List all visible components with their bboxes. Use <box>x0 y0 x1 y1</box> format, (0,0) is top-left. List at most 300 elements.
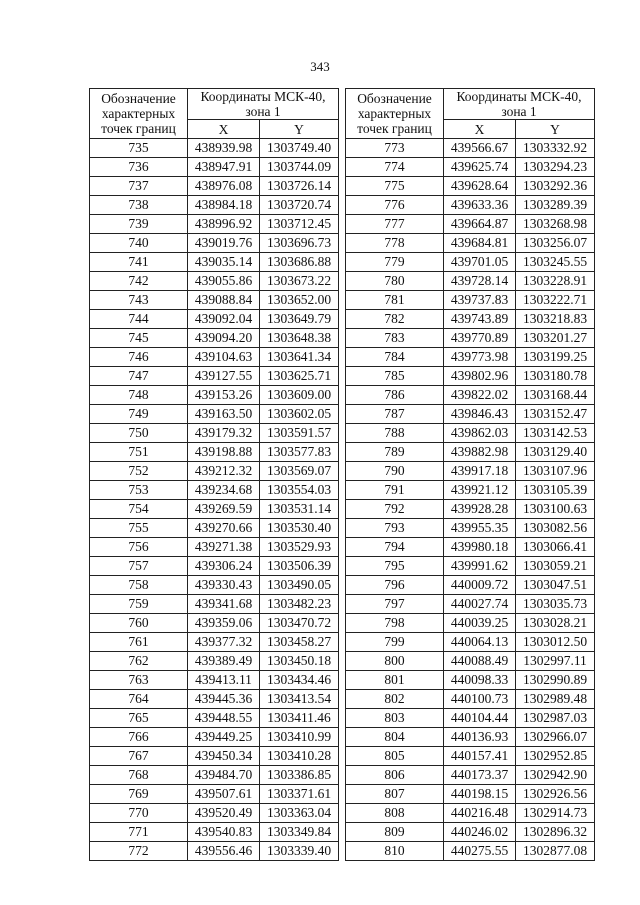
table-row <box>90 690 339 709</box>
point-id-cell: 791 <box>346 481 444 500</box>
point-id-cell: 739 <box>90 215 188 234</box>
table-row <box>90 272 339 291</box>
x-coordinate-cell: 439448.55 <box>188 709 260 728</box>
point-id-cell: 786 <box>346 386 444 405</box>
y-coordinate-cell: 1303012.50 <box>516 633 595 652</box>
x-coordinate-cell: 439921.12 <box>444 481 516 500</box>
y-coordinate-cell: 1303129.40 <box>516 443 595 462</box>
x-coordinate-cell: 440009.72 <box>444 576 516 595</box>
table-row <box>346 462 595 481</box>
table-row <box>346 158 595 177</box>
x-coordinate-cell: 439928.28 <box>444 500 516 519</box>
table-row <box>90 747 339 766</box>
x-coordinate-cell: 439234.68 <box>188 481 260 500</box>
x-header: X <box>444 120 516 139</box>
point-id-cell: 756 <box>90 538 188 557</box>
table-row <box>90 595 339 614</box>
x-coordinate-cell: 440246.02 <box>444 823 516 842</box>
y-coordinate-cell: 1302966.07 <box>516 728 595 747</box>
x-coordinate-cell: 440039.25 <box>444 614 516 633</box>
table-row <box>346 196 595 215</box>
coordinates-table-right <box>345 88 595 861</box>
point-id-cell: 781 <box>346 291 444 310</box>
point-id-cell: 798 <box>346 614 444 633</box>
y-coordinate-cell: 1302942.90 <box>516 766 595 785</box>
point-id-cell: 765 <box>90 709 188 728</box>
point-id-cell: 745 <box>90 329 188 348</box>
y-coordinate-cell: 1303100.63 <box>516 500 595 519</box>
x-coordinate-cell: 439163.50 <box>188 405 260 424</box>
table-row <box>90 823 339 842</box>
table-row <box>346 785 595 804</box>
y-coordinate-cell: 1303292.36 <box>516 177 595 196</box>
x-coordinate-cell: 439728.14 <box>444 272 516 291</box>
x-coordinate-cell: 439377.32 <box>188 633 260 652</box>
y-header: Y <box>516 120 595 139</box>
x-coordinate-cell: 440157.41 <box>444 747 516 766</box>
point-id-cell: 743 <box>90 291 188 310</box>
y-coordinate-cell: 1303434.46 <box>260 671 339 690</box>
x-coordinate-cell: 440104.44 <box>444 709 516 728</box>
y-coordinate-cell: 1303591.57 <box>260 424 339 443</box>
y-coordinate-cell: 1303410.28 <box>260 747 339 766</box>
designation-header-line-3: точек границ <box>101 121 176 136</box>
table-row <box>90 253 339 272</box>
table-row <box>346 177 595 196</box>
table-row <box>90 329 339 348</box>
table-row <box>346 405 595 424</box>
x-coordinate-cell: 439862.03 <box>444 424 516 443</box>
table-row <box>346 728 595 747</box>
point-id-cell: 762 <box>90 652 188 671</box>
point-id-cell: 755 <box>90 519 188 538</box>
point-id-cell: 769 <box>90 785 188 804</box>
x-coordinate-cell: 439802.96 <box>444 367 516 386</box>
table-row <box>90 804 339 823</box>
point-id-cell: 744 <box>90 310 188 329</box>
point-id-cell: 746 <box>90 348 188 367</box>
x-coordinate-cell: 439092.04 <box>188 310 260 329</box>
point-id-cell: 778 <box>346 234 444 253</box>
x-coordinate-cell: 439773.98 <box>444 348 516 367</box>
y-coordinate-cell: 1303470.72 <box>260 614 339 633</box>
table-row <box>346 709 595 728</box>
y-coordinate-cell: 1303201.27 <box>516 329 595 348</box>
y-coordinate-cell: 1303245.55 <box>516 253 595 272</box>
point-id-cell: 753 <box>90 481 188 500</box>
x-coordinate-cell: 438939.98 <box>188 139 260 158</box>
coordinates-header-line-2: зона 1 <box>245 104 281 119</box>
y-coordinate-cell: 1303531.14 <box>260 500 339 519</box>
y-coordinate-cell: 1303625.71 <box>260 367 339 386</box>
point-id-cell: 806 <box>346 766 444 785</box>
y-coordinate-cell: 1302926.56 <box>516 785 595 804</box>
x-coordinate-cell: 439198.88 <box>188 443 260 462</box>
x-coordinate-cell: 440088.49 <box>444 652 516 671</box>
x-coordinate-cell: 439094.20 <box>188 329 260 348</box>
designation-header-line-2: характерных <box>357 106 432 121</box>
table-row <box>346 253 595 272</box>
point-id-cell: 810 <box>346 842 444 861</box>
y-coordinate-cell: 1303199.25 <box>516 348 595 367</box>
point-id-cell: 808 <box>346 804 444 823</box>
y-coordinate-cell: 1303649.79 <box>260 310 339 329</box>
x-coordinate-cell: 439520.49 <box>188 804 260 823</box>
table-row <box>346 557 595 576</box>
point-id-cell: 741 <box>90 253 188 272</box>
point-id-cell: 796 <box>346 576 444 595</box>
y-coordinate-cell: 1303673.22 <box>260 272 339 291</box>
point-id-cell: 757 <box>90 557 188 576</box>
x-coordinate-cell: 440216.48 <box>444 804 516 823</box>
point-id-cell: 787 <box>346 405 444 424</box>
designation-header <box>90 89 188 139</box>
point-id-cell: 760 <box>90 614 188 633</box>
point-id-cell: 767 <box>90 747 188 766</box>
table-row <box>90 424 339 443</box>
x-coordinate-cell: 439737.83 <box>444 291 516 310</box>
y-coordinate-cell: 1303294.23 <box>516 158 595 177</box>
y-coordinate-cell: 1302989.48 <box>516 690 595 709</box>
y-coordinate-cell: 1303222.71 <box>516 291 595 310</box>
table-row <box>90 177 339 196</box>
y-coordinate-cell: 1303450.18 <box>260 652 339 671</box>
point-id-cell: 775 <box>346 177 444 196</box>
point-id-cell: 768 <box>90 766 188 785</box>
y-coordinate-cell: 1303726.14 <box>260 177 339 196</box>
point-id-cell: 777 <box>346 215 444 234</box>
x-coordinate-cell: 439701.05 <box>444 253 516 272</box>
y-coordinate-cell: 1303142.53 <box>516 424 595 443</box>
x-coordinate-cell: 439664.87 <box>444 215 516 234</box>
coordinates-header-line-1: Координаты МСК-40, <box>200 89 326 104</box>
point-id-cell: 754 <box>90 500 188 519</box>
point-id-cell: 742 <box>90 272 188 291</box>
table-row <box>346 690 595 709</box>
y-coordinate-cell: 1303256.07 <box>516 234 595 253</box>
x-header: X <box>188 120 260 139</box>
x-coordinate-cell: 439270.66 <box>188 519 260 538</box>
point-id-cell: 807 <box>346 785 444 804</box>
y-coordinate-cell: 1303107.96 <box>516 462 595 481</box>
x-coordinate-cell: 439540.83 <box>188 823 260 842</box>
y-coordinate-cell: 1303386.85 <box>260 766 339 785</box>
x-coordinate-cell: 440064.13 <box>444 633 516 652</box>
x-coordinate-cell: 438984.18 <box>188 196 260 215</box>
table-row <box>90 234 339 253</box>
table-row <box>90 367 339 386</box>
table-row <box>90 348 339 367</box>
y-coordinate-cell: 1303035.73 <box>516 595 595 614</box>
table-row <box>346 310 595 329</box>
y-coordinate-cell: 1303577.83 <box>260 443 339 462</box>
point-id-cell: 773 <box>346 139 444 158</box>
table-row <box>90 310 339 329</box>
x-coordinate-cell: 439269.59 <box>188 500 260 519</box>
point-id-cell: 763 <box>90 671 188 690</box>
x-coordinate-cell: 439127.55 <box>188 367 260 386</box>
designation-header-line-1: Обозначение <box>101 91 176 106</box>
table-row <box>346 291 595 310</box>
y-coordinate-cell: 1303696.73 <box>260 234 339 253</box>
table-row <box>90 481 339 500</box>
page-number: 343 <box>310 59 330 74</box>
x-coordinate-cell: 439035.14 <box>188 253 260 272</box>
x-coordinate-cell: 439019.76 <box>188 234 260 253</box>
table-row <box>90 139 339 158</box>
point-id-cell: 784 <box>346 348 444 367</box>
y-coordinate-cell: 1303268.98 <box>516 215 595 234</box>
table-row <box>90 557 339 576</box>
x-coordinate-cell: 440027.74 <box>444 595 516 614</box>
x-coordinate-cell: 439306.24 <box>188 557 260 576</box>
table-row <box>346 766 595 785</box>
point-id-cell: 802 <box>346 690 444 709</box>
point-id-cell: 770 <box>90 804 188 823</box>
y-header: Y <box>260 120 339 139</box>
table-row <box>90 405 339 424</box>
point-id-cell: 764 <box>90 690 188 709</box>
point-id-cell: 789 <box>346 443 444 462</box>
point-id-cell: 794 <box>346 538 444 557</box>
point-id-cell: 782 <box>346 310 444 329</box>
point-id-cell: 737 <box>90 177 188 196</box>
x-coordinate-cell: 439684.81 <box>444 234 516 253</box>
table-row <box>90 196 339 215</box>
y-coordinate-cell: 1303602.05 <box>260 405 339 424</box>
point-id-cell: 788 <box>346 424 444 443</box>
table-row <box>346 329 595 348</box>
y-coordinate-cell: 1302877.08 <box>516 842 595 861</box>
table-row <box>346 234 595 253</box>
table-row <box>346 481 595 500</box>
x-coordinate-cell: 438976.08 <box>188 177 260 196</box>
y-coordinate-cell: 1303180.78 <box>516 367 595 386</box>
x-coordinate-cell: 440173.37 <box>444 766 516 785</box>
y-coordinate-cell: 1303652.00 <box>260 291 339 310</box>
y-coordinate-cell: 1303410.99 <box>260 728 339 747</box>
point-id-cell: 758 <box>90 576 188 595</box>
point-id-cell: 799 <box>346 633 444 652</box>
y-coordinate-cell: 1303749.40 <box>260 139 339 158</box>
y-coordinate-cell: 1303228.91 <box>516 272 595 291</box>
x-coordinate-cell: 439330.43 <box>188 576 260 595</box>
x-coordinate-cell: 439389.49 <box>188 652 260 671</box>
table-row <box>346 633 595 652</box>
point-id-cell: 761 <box>90 633 188 652</box>
point-id-cell: 776 <box>346 196 444 215</box>
x-coordinate-cell: 439450.34 <box>188 747 260 766</box>
point-id-cell: 804 <box>346 728 444 747</box>
x-coordinate-cell: 439153.26 <box>188 386 260 405</box>
x-coordinate-cell: 439846.43 <box>444 405 516 424</box>
y-coordinate-cell: 1303105.39 <box>516 481 595 500</box>
y-coordinate-cell: 1302987.03 <box>516 709 595 728</box>
point-id-cell: 779 <box>346 253 444 272</box>
x-coordinate-cell: 439822.02 <box>444 386 516 405</box>
x-coordinate-cell: 439566.67 <box>444 139 516 158</box>
table-row <box>346 443 595 462</box>
y-coordinate-cell: 1303458.27 <box>260 633 339 652</box>
designation-header-line-2: характерных <box>101 106 176 121</box>
table-row <box>90 671 339 690</box>
x-coordinate-cell: 439179.32 <box>188 424 260 443</box>
x-coordinate-cell: 439633.36 <box>444 196 516 215</box>
table-row <box>346 538 595 557</box>
point-id-cell: 751 <box>90 443 188 462</box>
y-coordinate-cell: 1303530.40 <box>260 519 339 538</box>
y-coordinate-cell: 1303028.21 <box>516 614 595 633</box>
table-row <box>90 766 339 785</box>
y-coordinate-cell: 1303218.83 <box>516 310 595 329</box>
x-coordinate-cell: 440098.33 <box>444 671 516 690</box>
point-id-cell: 783 <box>346 329 444 348</box>
y-coordinate-cell: 1303363.04 <box>260 804 339 823</box>
y-coordinate-cell: 1303648.38 <box>260 329 339 348</box>
x-coordinate-cell: 439484.70 <box>188 766 260 785</box>
table-row <box>346 671 595 690</box>
table-row <box>90 519 339 538</box>
x-coordinate-cell: 439743.89 <box>444 310 516 329</box>
y-coordinate-cell: 1303168.44 <box>516 386 595 405</box>
x-coordinate-cell: 440275.55 <box>444 842 516 861</box>
point-id-cell: 797 <box>346 595 444 614</box>
x-coordinate-cell: 439507.61 <box>188 785 260 804</box>
x-coordinate-cell: 439088.84 <box>188 291 260 310</box>
coordinates-header-line-2: зона 1 <box>501 104 537 119</box>
x-coordinate-cell: 438996.92 <box>188 215 260 234</box>
y-coordinate-cell: 1302997.11 <box>516 652 595 671</box>
table-row <box>90 633 339 652</box>
table-row <box>346 367 595 386</box>
coordinates-table-left <box>89 88 339 861</box>
table-row <box>346 804 595 823</box>
point-id-cell: 795 <box>346 557 444 576</box>
table-row <box>90 538 339 557</box>
x-coordinate-cell: 439271.38 <box>188 538 260 557</box>
y-coordinate-cell: 1303059.21 <box>516 557 595 576</box>
point-id-cell: 800 <box>346 652 444 671</box>
point-id-cell: 749 <box>90 405 188 424</box>
designation-header-line-3: точек границ <box>357 121 432 136</box>
y-coordinate-cell: 1302990.89 <box>516 671 595 690</box>
point-id-cell: 803 <box>346 709 444 728</box>
x-coordinate-cell: 440136.93 <box>444 728 516 747</box>
table-row <box>90 842 339 861</box>
y-coordinate-cell: 1303289.39 <box>516 196 595 215</box>
y-coordinate-cell: 1303066.41 <box>516 538 595 557</box>
y-coordinate-cell: 1302952.85 <box>516 747 595 766</box>
table-row <box>346 519 595 538</box>
table-row <box>90 652 339 671</box>
point-id-cell: 772 <box>90 842 188 861</box>
table-row <box>90 215 339 234</box>
table-row <box>90 614 339 633</box>
point-id-cell: 792 <box>346 500 444 519</box>
point-id-cell: 740 <box>90 234 188 253</box>
point-id-cell: 759 <box>90 595 188 614</box>
y-coordinate-cell: 1303744.09 <box>260 158 339 177</box>
x-coordinate-cell: 439770.89 <box>444 329 516 348</box>
table-row <box>346 595 595 614</box>
y-coordinate-cell: 1303686.88 <box>260 253 339 272</box>
point-id-cell: 738 <box>90 196 188 215</box>
point-id-cell: 748 <box>90 386 188 405</box>
y-coordinate-cell: 1303609.00 <box>260 386 339 405</box>
table-row <box>90 709 339 728</box>
x-coordinate-cell: 438947.91 <box>188 158 260 177</box>
point-id-cell: 790 <box>346 462 444 481</box>
y-coordinate-cell: 1303082.56 <box>516 519 595 538</box>
x-coordinate-cell: 439882.98 <box>444 443 516 462</box>
point-id-cell: 809 <box>346 823 444 842</box>
y-coordinate-cell: 1303554.03 <box>260 481 339 500</box>
x-coordinate-cell: 439980.18 <box>444 538 516 557</box>
table-row <box>90 158 339 177</box>
y-coordinate-cell: 1303569.07 <box>260 462 339 481</box>
y-coordinate-cell: 1303720.74 <box>260 196 339 215</box>
point-id-cell: 780 <box>346 272 444 291</box>
designation-header-line-1: Обозначение <box>357 91 432 106</box>
table-row <box>346 614 595 633</box>
table-row <box>90 500 339 519</box>
x-coordinate-cell: 439556.46 <box>188 842 260 861</box>
y-coordinate-cell: 1303413.54 <box>260 690 339 709</box>
y-coordinate-cell: 1303529.93 <box>260 538 339 557</box>
table-row <box>346 272 595 291</box>
point-id-cell: 735 <box>90 139 188 158</box>
y-coordinate-cell: 1303490.05 <box>260 576 339 595</box>
point-id-cell: 801 <box>346 671 444 690</box>
x-coordinate-cell: 440100.73 <box>444 690 516 709</box>
designation-header <box>346 89 444 139</box>
table-row <box>90 462 339 481</box>
point-id-cell: 774 <box>346 158 444 177</box>
y-coordinate-cell: 1303712.45 <box>260 215 339 234</box>
x-coordinate-cell: 439445.36 <box>188 690 260 709</box>
y-coordinate-cell: 1303411.46 <box>260 709 339 728</box>
x-coordinate-cell: 439449.25 <box>188 728 260 747</box>
y-coordinate-cell: 1303152.47 <box>516 405 595 424</box>
table-row <box>90 443 339 462</box>
point-id-cell: 785 <box>346 367 444 386</box>
table-row <box>90 576 339 595</box>
table-row <box>90 291 339 310</box>
x-coordinate-cell: 439055.86 <box>188 272 260 291</box>
table-row <box>346 823 595 842</box>
table-row <box>90 728 339 747</box>
y-coordinate-cell: 1303047.51 <box>516 576 595 595</box>
point-id-cell: 766 <box>90 728 188 747</box>
x-coordinate-cell: 439628.64 <box>444 177 516 196</box>
x-coordinate-cell: 439917.18 <box>444 462 516 481</box>
table-row <box>346 652 595 671</box>
x-coordinate-cell: 439341.68 <box>188 595 260 614</box>
point-id-cell: 752 <box>90 462 188 481</box>
point-id-cell: 747 <box>90 367 188 386</box>
x-coordinate-cell: 439413.11 <box>188 671 260 690</box>
table-row <box>346 576 595 595</box>
point-id-cell: 736 <box>90 158 188 177</box>
coordinates-header <box>188 89 339 120</box>
point-id-cell: 805 <box>346 747 444 766</box>
table-row <box>346 500 595 519</box>
point-id-cell: 793 <box>346 519 444 538</box>
table-row <box>346 348 595 367</box>
x-coordinate-cell: 439359.06 <box>188 614 260 633</box>
point-id-cell: 750 <box>90 424 188 443</box>
y-coordinate-cell: 1303641.34 <box>260 348 339 367</box>
